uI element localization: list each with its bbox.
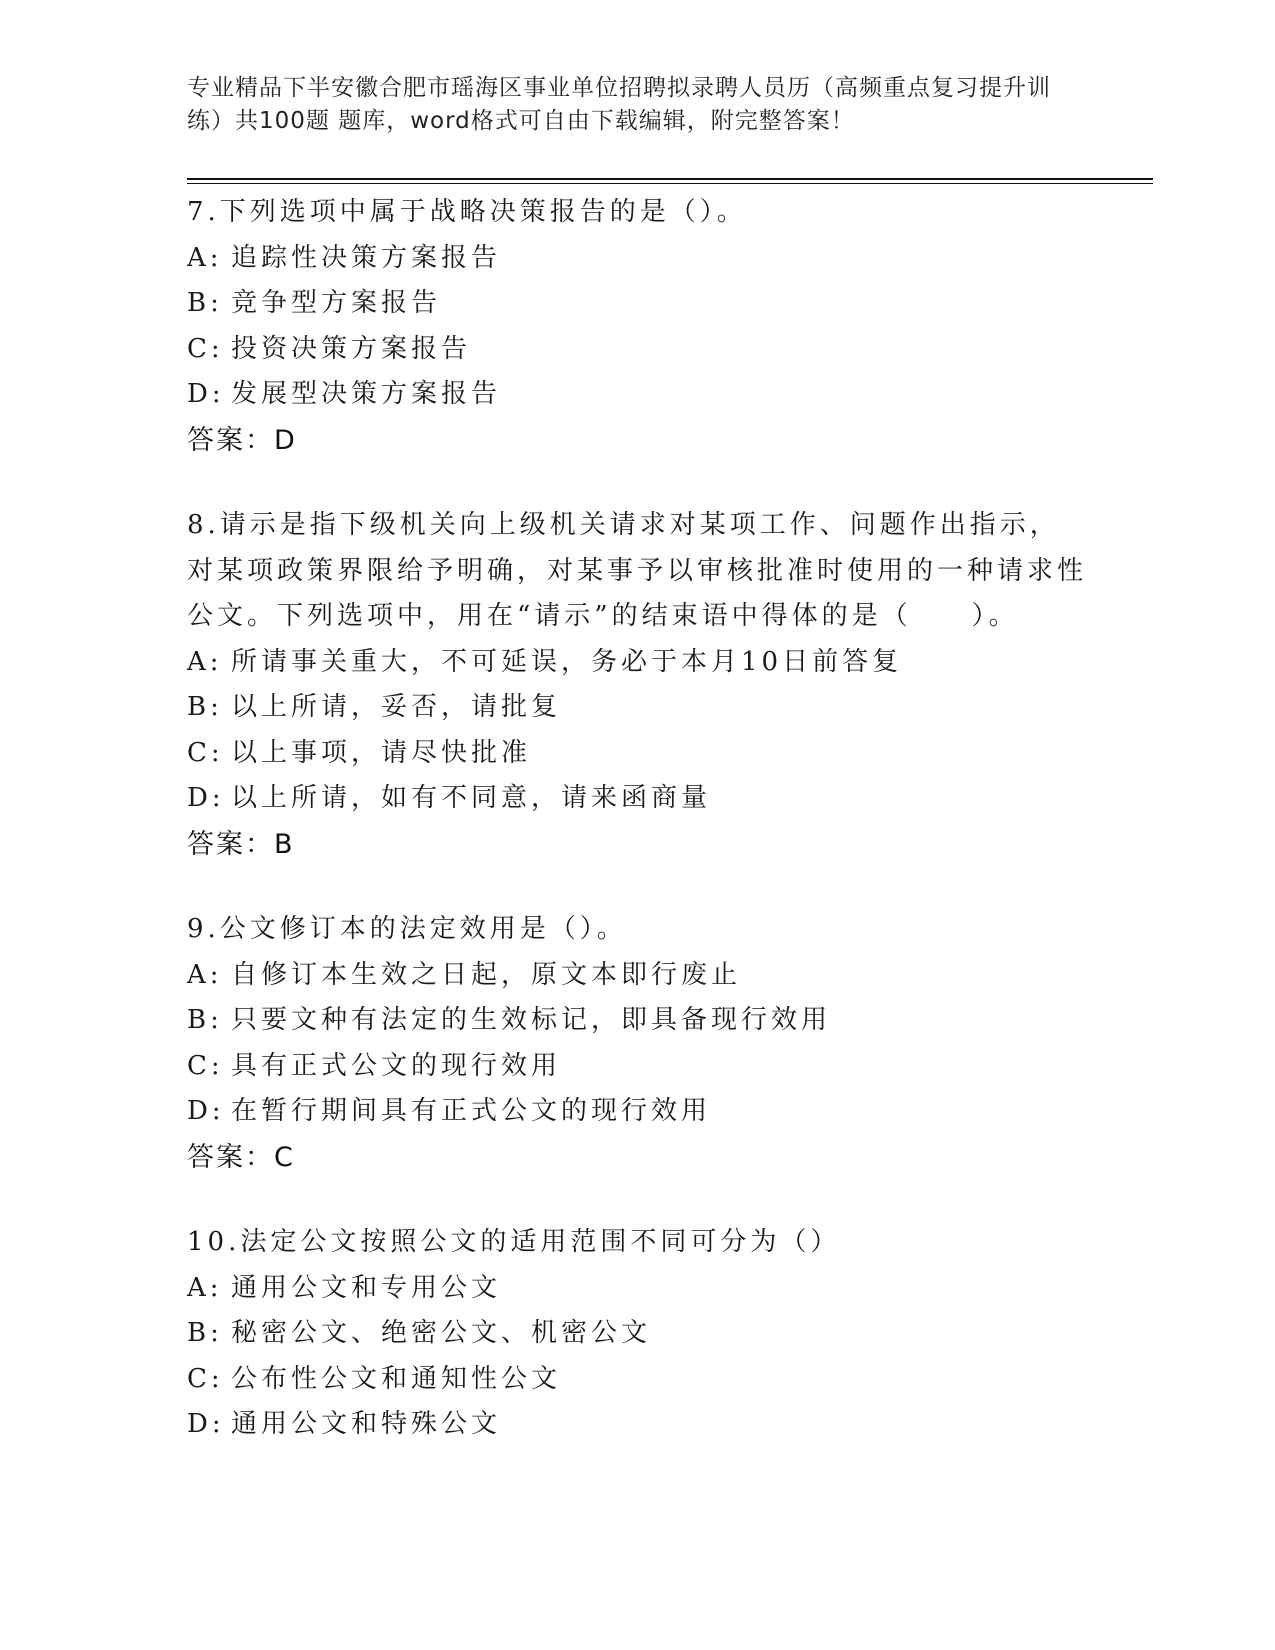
- option-b: [187, 281, 1087, 327]
- option-letter: D:: [187, 1409, 225, 1439]
- question-7: [187, 190, 1087, 463]
- option-c: [187, 731, 1087, 777]
- option-text: 通用公文和专用公文: [231, 1272, 502, 1303]
- option-letter: A:: [187, 646, 223, 677]
- option-letter: B:: [187, 1318, 223, 1348]
- option-a: [187, 953, 1087, 999]
- question-text: 9.公文修订本的法定效用是（）。: [187, 914, 627, 944]
- option-text: 秘密公文、绝密公文、机密公文: [231, 1318, 652, 1348]
- option-a: [187, 236, 1087, 282]
- option-text: 追踪性决策方案报告: [231, 242, 502, 273]
- option-letter: D:: [187, 783, 225, 813]
- question-text: 10.法定公文按照公文的适用范围不同可分为（）: [187, 1227, 841, 1257]
- question-10: [187, 1220, 1087, 1448]
- question-text: 7.下列选项中属于战略决策报告的是（）。: [187, 197, 747, 227]
- answer-line: 答案：D: [187, 424, 297, 456]
- option-d: [187, 776, 1087, 822]
- header-line-2: 练）共100题 题库，word格式可自由下载编辑，附完整答案！: [187, 108, 855, 134]
- option-a: [187, 640, 1087, 686]
- option-text: 投资决策方案报告: [231, 333, 472, 364]
- option-letter: C:: [187, 1050, 224, 1081]
- option-letter: C:: [187, 737, 224, 768]
- option-b: [187, 998, 1087, 1044]
- question-text: 8.请示是指下级机关向上级机关请求对某项工作、问题作出指示，对某项政策界限给予明确，对某事予以审核批准时使用的一种请求性公文。下列选项中，用在“请示”的结束语中得体的是（ ）。: [187, 510, 1088, 631]
- option-letter: D:: [187, 379, 225, 409]
- answer-line: 答案：B: [187, 828, 295, 860]
- question-list: [187, 190, 1087, 1488]
- option-letter: B:: [187, 1005, 223, 1035]
- option-c: [187, 327, 1087, 373]
- option-text: 公布性公文和通知性公文: [231, 1363, 562, 1394]
- option-d: [187, 372, 1087, 418]
- option-c: [187, 1357, 1087, 1403]
- option-text: 所请事关重大，不可延误，务必于本月10日前答复: [231, 646, 903, 677]
- option-d: [187, 1089, 1087, 1135]
- option-letter: B:: [187, 288, 223, 318]
- option-text: 在暂行期间具有正式公文的现行效用: [231, 1096, 712, 1126]
- option-text: 通用公文和特殊公文: [231, 1409, 502, 1439]
- answer-line: 答案：C: [187, 1141, 295, 1173]
- option-letter: C:: [187, 333, 224, 364]
- option-text: 发展型决策方案报告: [231, 379, 502, 409]
- option-a: [187, 1266, 1087, 1312]
- option-b: [187, 1311, 1087, 1357]
- option-c: [187, 1044, 1087, 1090]
- option-text: 只要文种有法定的生效标记，即具备现行效用: [231, 1005, 832, 1035]
- header-line-1: 专业精品下半安徽合肥市瑶海区事业单位招聘拟录聘人员历（高频重点复习提升训: [187, 75, 1051, 101]
- question-8: [187, 503, 1087, 867]
- option-text: 以上所请，妥否，请批复: [231, 692, 562, 722]
- option-b: [187, 685, 1087, 731]
- header-rule-thick: [187, 178, 1153, 180]
- option-letter: A:: [187, 959, 223, 990]
- question-9: [187, 907, 1087, 1180]
- option-text: 具有正式公文的现行效用: [231, 1050, 562, 1081]
- option-d: [187, 1402, 1087, 1448]
- option-letter: C:: [187, 1363, 224, 1394]
- option-text: 自修订本生效之日起，原文本即行废止: [231, 959, 742, 990]
- option-text: 以上所请，如有不同意，请来函商量: [231, 783, 712, 813]
- option-text: 竞争型方案报告: [231, 288, 442, 318]
- option-letter: A:: [187, 242, 223, 273]
- option-text: 以上事项，请尽快批准: [231, 737, 532, 768]
- page-header: [187, 72, 1107, 138]
- option-letter: A:: [187, 1272, 223, 1303]
- header-rule-thin: [187, 183, 1153, 184]
- option-letter: B:: [187, 692, 223, 722]
- option-letter: D:: [187, 1096, 225, 1126]
